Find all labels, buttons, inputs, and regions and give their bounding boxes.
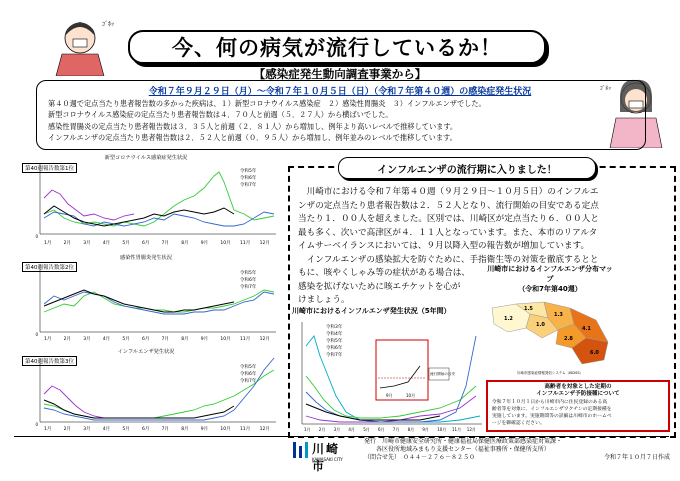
month-tick: 8月 (181, 427, 189, 432)
month-tick: 12月 (259, 427, 270, 432)
month-tick: 6月 (142, 427, 150, 432)
month-tick: 3月 (333, 427, 341, 432)
body-line: 川崎市における令和７年第４０週（９月２９日～１０月５日）のインフルエ (298, 187, 599, 197)
covid-chart (14, 152, 278, 248)
footer-issuer (364, 438, 670, 462)
legend-r5: 令和5年 (240, 365, 257, 370)
report-period: 令和７年９月２９日（月）～令和７年１０月５日（日）（令和７年第４０週）の感染症発生状況 (148, 87, 532, 97)
chart-title: 感染性胃腸炎発生状況 (120, 255, 172, 261)
month-tick: 4月 (102, 427, 111, 432)
svg-text:0: 0 (35, 332, 38, 337)
legend-r7: 令和7年 (240, 183, 257, 188)
month-tick: 10月 (220, 427, 231, 432)
contact-phone: （問合せ先） ０４４－２７６－８２５０ (364, 454, 476, 461)
month-tick: 8月 (181, 337, 189, 342)
summary-line: インフルエンザの定点当たり患者報告数は２．５２人と前週（０．９５人）から増加し、例年並みのレベルで推移しています。 (48, 132, 457, 142)
summary-line: 新型コロナウイルス感染症の定点当たり患者報告数は４．７０人と前週（５．２７人）から横ばいでした。 (48, 110, 393, 120)
inset-label: 流行開始の目安 (430, 372, 456, 376)
city-roman: KAWASAKI CITY (312, 457, 343, 462)
month-labels (44, 425, 270, 432)
month-tick: 10月 (220, 337, 231, 342)
chart-title: 新型コロナウイルス感染症発生状況 (104, 155, 188, 161)
kawasaki-logo-icon (292, 440, 310, 460)
month-tick: 5月 (122, 337, 130, 342)
legend (240, 167, 257, 188)
month-tick: 4月 (348, 427, 355, 432)
month-tick: 8月 (181, 241, 189, 246)
notice-line: 令和７年１０月１日から川崎市内に住民登録のある高 (492, 400, 608, 405)
month-tick: 1月 (44, 241, 52, 246)
month-tick: 10月 (220, 241, 231, 246)
month-tick: 4月 (102, 337, 111, 342)
vaccination-notice (486, 380, 670, 432)
month-tick: 7月 (161, 427, 169, 432)
legend-r3: 令和3年 (326, 325, 343, 330)
month-labels (304, 426, 476, 432)
month-labels (44, 239, 270, 246)
notice-title: 高齢者を対象とした定期の (544, 384, 612, 390)
title-banner (128, 30, 546, 64)
month-tick: 2月 (318, 427, 326, 432)
legend-r7: 令和7年 (240, 379, 257, 384)
month-tick: 12月 (259, 337, 270, 342)
month-tick: 4月 (102, 241, 111, 246)
legend-r6: 令和6年 (326, 346, 343, 351)
month-tick: 7月 (392, 427, 400, 432)
summary-line: 第４０週で定点当たり患者報告数の多かった疾病は、１）新型コロナウイルス感染症 ２）感染性胃腸炎 ３）インフルエンザでした。 (48, 99, 486, 108)
inset-month: 10月 (406, 393, 416, 398)
body-line: 感染を拡げないために咳エチケットを心が (298, 281, 461, 292)
legend-r5: 令和5年 (240, 271, 257, 276)
svg-text:ｺﾞﾎｯ: ｺﾞﾎｯ (102, 21, 115, 28)
map-note: 川崎市感染症情報発信システム（KIDSS） (516, 371, 584, 375)
legend-r6: 令和6年 (240, 372, 257, 377)
month-tick: 12月 (259, 241, 270, 246)
map-value: 1.5 (524, 306, 533, 312)
legend-r7: 令和7年 (326, 353, 343, 358)
month-tick: 10月 (437, 427, 447, 432)
legend-r6: 令和6年 (240, 278, 257, 283)
month-tick: 1月 (304, 427, 311, 432)
page-title: 今、何の病気が流行しているか！ (172, 36, 502, 60)
map-value: 1.2 (504, 316, 513, 322)
notice-line: 実施しています。実施期間等の詳細は川崎市のホームペ (492, 414, 612, 419)
month-tick: 5月 (363, 427, 370, 432)
legend-r5: 令和5年 (240, 169, 257, 174)
body-line: もに、咳やくしゃみ等の症状がある場合は、 (298, 268, 470, 278)
rank-badge: 第40週報告数第1位 (22, 163, 77, 173)
month-tick: 8月 (407, 427, 415, 432)
panel-heading: インフルエンザの流行期に入りました！ (338, 157, 596, 179)
map-subtitle: （令和7年第40週） (518, 285, 582, 293)
month-tick: 7月 (161, 337, 169, 342)
summary-line: 感染性胃腸炎の定点当たり患者報告数は３．３５人と前週（２．８１人）から増加し、例年より高いレベルで推移しています。 (48, 121, 458, 131)
legend-r7: 令和7年 (240, 285, 257, 290)
month-labels (44, 335, 270, 342)
month-tick: 1月 (44, 427, 52, 432)
city-name: 川崎市 (312, 442, 341, 473)
issuer-label: 発行 (364, 438, 377, 445)
month-tick: 6月 (142, 337, 150, 342)
issuer-line: 各区役所地域みまもり支援センター（福祉事務所・保健所支所） (376, 446, 550, 453)
rank-badge: 第40週報告数第3位 (22, 356, 77, 366)
map-value: 1.3 (554, 312, 563, 318)
month-tick: 12月 (466, 427, 476, 432)
month-tick: 3月 (83, 337, 91, 342)
month-tick: 6月 (142, 241, 150, 246)
notice-line: ージを御確認ください。 (492, 421, 545, 426)
month-tick: 3月 (83, 427, 91, 432)
month-tick: 2月 (63, 427, 71, 432)
body-line: ンザの定点当たり患者報告数は２．５２人となり、流行開始の目安である定点 (298, 200, 599, 211)
body-line: インフルエンザの感染拡大を防ぐために、手指衛生等の対策を徹底するとと (298, 254, 599, 265)
body-line: けましょう。 (298, 295, 350, 305)
month-tick: 5月 (122, 241, 130, 246)
notice-line: 齢者等を対象に、インフルエンザワクチンの定期接種を (492, 407, 612, 412)
svg-text:0: 0 (35, 422, 38, 427)
distribution-map (486, 264, 614, 374)
influenza-chart (14, 346, 278, 434)
legend-r6: 令和6年 (240, 176, 257, 181)
map-value: 1.0 (536, 322, 545, 328)
chart-title: インフルエンザ発生状況 (117, 349, 175, 355)
map-title: 川崎市におけるインフルエンザ分布マップ (487, 265, 613, 283)
svg-text:ｺﾞﾎｯ: ｺﾞﾎｯ (600, 86, 612, 92)
legend (326, 323, 343, 358)
month-tick: 5月 (122, 427, 130, 432)
five-year-flu-chart (290, 316, 486, 434)
map-value: 4.1 (582, 326, 591, 332)
month-tick: 9月 (200, 337, 209, 342)
city-logo (292, 438, 348, 473)
summary-text (48, 98, 486, 143)
month-tick: 6月 (378, 427, 385, 432)
gastro-line-chart (14, 252, 278, 344)
svg-text:0: 0 (35, 234, 38, 239)
flu-line-chart (14, 346, 278, 434)
month-tick: 11月 (240, 427, 251, 432)
month-tick: 1月 (44, 337, 52, 342)
footer-divider (14, 436, 669, 437)
month-tick: 9月 (200, 241, 209, 246)
map-value: 6.0 (590, 350, 599, 356)
month-tick: 11月 (240, 337, 251, 342)
month-tick: 11月 (240, 241, 251, 246)
legend (240, 269, 257, 290)
month-tick: 3月 (83, 241, 91, 246)
issuer-line: 川崎市健康安全研究所・健康福祉局保健医療政策部感染症対策課・ (382, 438, 563, 445)
month-tick: 2月 (63, 337, 71, 342)
body-line: 最も多く、次いで高津区が４．１１人となっています。また、本市のリアルタ (298, 227, 598, 238)
inset-month: 9月 (386, 393, 393, 398)
month-tick: 9月 (422, 427, 429, 432)
page-subtitle: 【感染症発生動向調査事業から】 (253, 67, 427, 81)
five-year-chart-title: 川崎市におけるインフルエンザ発生状況（5年間） (292, 307, 451, 315)
body-line: イムサーベイランスにおいては、９月以降入型の報告数が増加しています。 (298, 241, 590, 251)
covid-line-chart (14, 152, 278, 248)
month-tick: 7月 (161, 241, 169, 246)
month-tick: 2月 (63, 241, 71, 246)
month-tick: 11月 (452, 427, 462, 432)
body-line: 当たり１．００人を超えました。区別では、川崎区が定点当たり６．００人と (298, 214, 599, 224)
legend-r5: 令和5年 (326, 339, 343, 344)
kawasaki-ward-map (486, 294, 614, 378)
rank-badge: 第40週報告数第2位 (22, 262, 77, 272)
map-value: 2.8 (564, 336, 573, 342)
legend (240, 363, 257, 384)
created-date: 令和７年１０月７日作成 (603, 454, 670, 461)
notice-title: インフルエンザ予防接種について (536, 391, 620, 397)
month-tick: 9月 (200, 427, 209, 432)
gastroenteritis-chart (14, 252, 278, 344)
legend-r4: 令和4年 (326, 332, 343, 337)
